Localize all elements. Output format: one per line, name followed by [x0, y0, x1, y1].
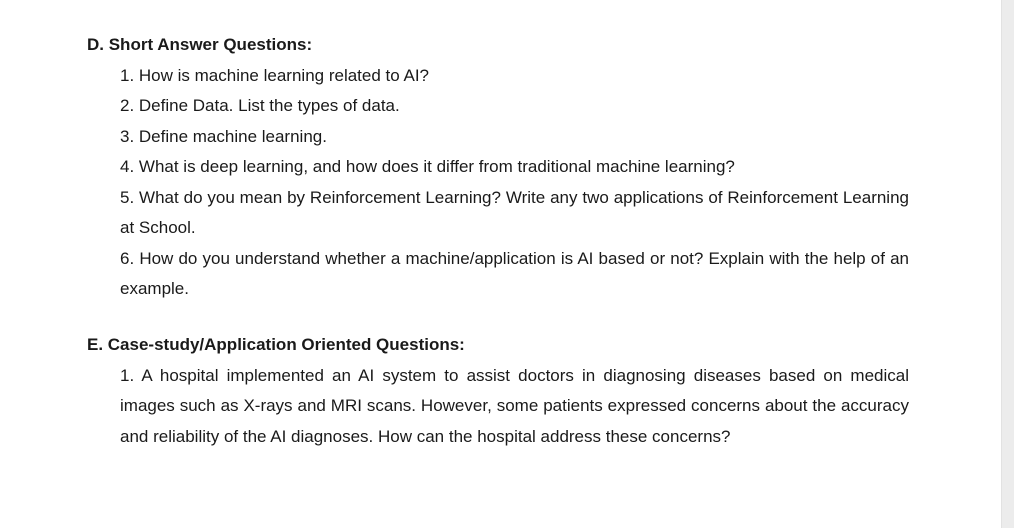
scrollbar[interactable] [1001, 0, 1014, 528]
section-short-answer [87, 30, 909, 305]
section-case-study [87, 330, 909, 452]
question-item: 4. What is deep learning, and how does it differ from traditional machine learning? [120, 157, 735, 176]
question-item: 1. How is machine learning related to AI? [120, 65, 430, 85]
question-item: 2. Define Data. List the types of data. [120, 96, 400, 115]
section-heading: E. Case-study/Application Oriented Questions: [87, 335, 465, 354]
question-item: 1. A hospital implemented an AI system to assist doctors in diagnosing diseases based on medical images such as X-rays and MRI scans. However, some patients expressed concerns about the accuracy and reliability of the AI diagnoses. How can the hospital address these concerns? [120, 365, 909, 446]
question-item: 5. What do you mean by Reinforcement Learning? Write any two applications of Reinforcement Learning at School. [120, 187, 909, 237]
question-list [87, 361, 909, 453]
question-item: 3. Define machine learning. [120, 126, 327, 146]
section-heading: D. Short Answer Questions: [87, 35, 313, 54]
question-list [87, 61, 909, 305]
question-item: 6. How do you understand whether a machine/application is AI based or not? Explain with the help of an example. [120, 248, 909, 298]
